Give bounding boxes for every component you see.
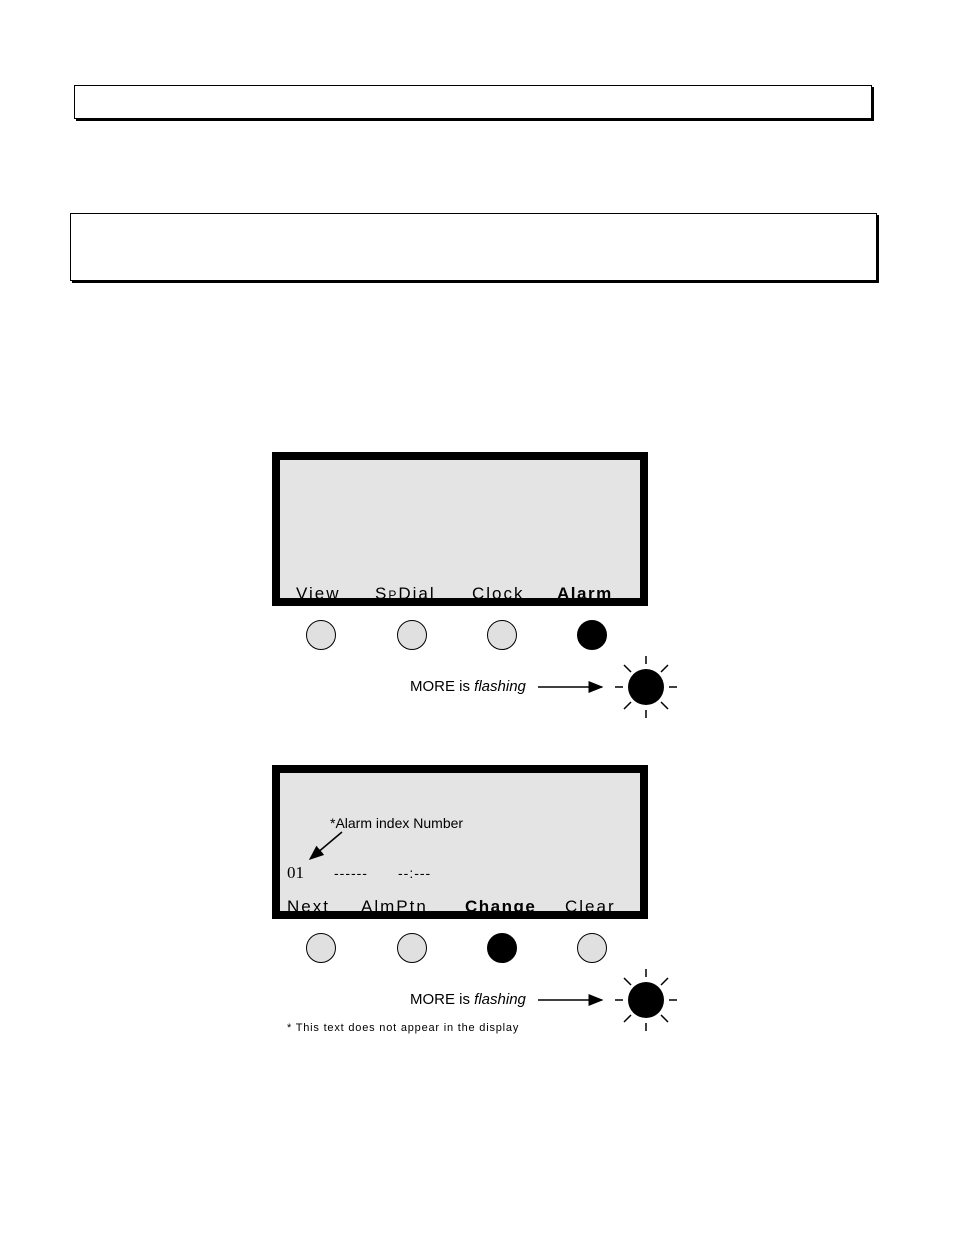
softkey-spdial: SPDial <box>375 584 436 603</box>
alarm-index-callout: *Alarm index Number <box>330 815 464 831</box>
softkey-change: Change <box>465 897 537 916</box>
callout-pointer-arrow <box>310 832 342 859</box>
alarm-dashes: ------ <box>334 865 368 881</box>
more-flashing-label: MORE is flashing <box>410 678 526 695</box>
softkey-clock: Clock <box>472 584 525 603</box>
more-flashing-label: MORE is flashing <box>410 991 526 1008</box>
more-light-flashing-2 <box>615 969 677 1031</box>
alarm-time-value: --:--- <box>398 865 432 881</box>
footnote: * This text does not appear in the display <box>287 1022 520 1034</box>
softkey-next: Next <box>287 897 330 916</box>
softkey-alarm: Alarm <box>557 584 613 603</box>
softkey-clear: Clear <box>565 897 616 916</box>
more-light-flashing-1 <box>615 656 677 718</box>
softkey-view: View <box>296 584 341 603</box>
alarm-index-value: 01 <box>287 863 304 882</box>
softkey-almptn: AlmPtn <box>361 897 428 916</box>
